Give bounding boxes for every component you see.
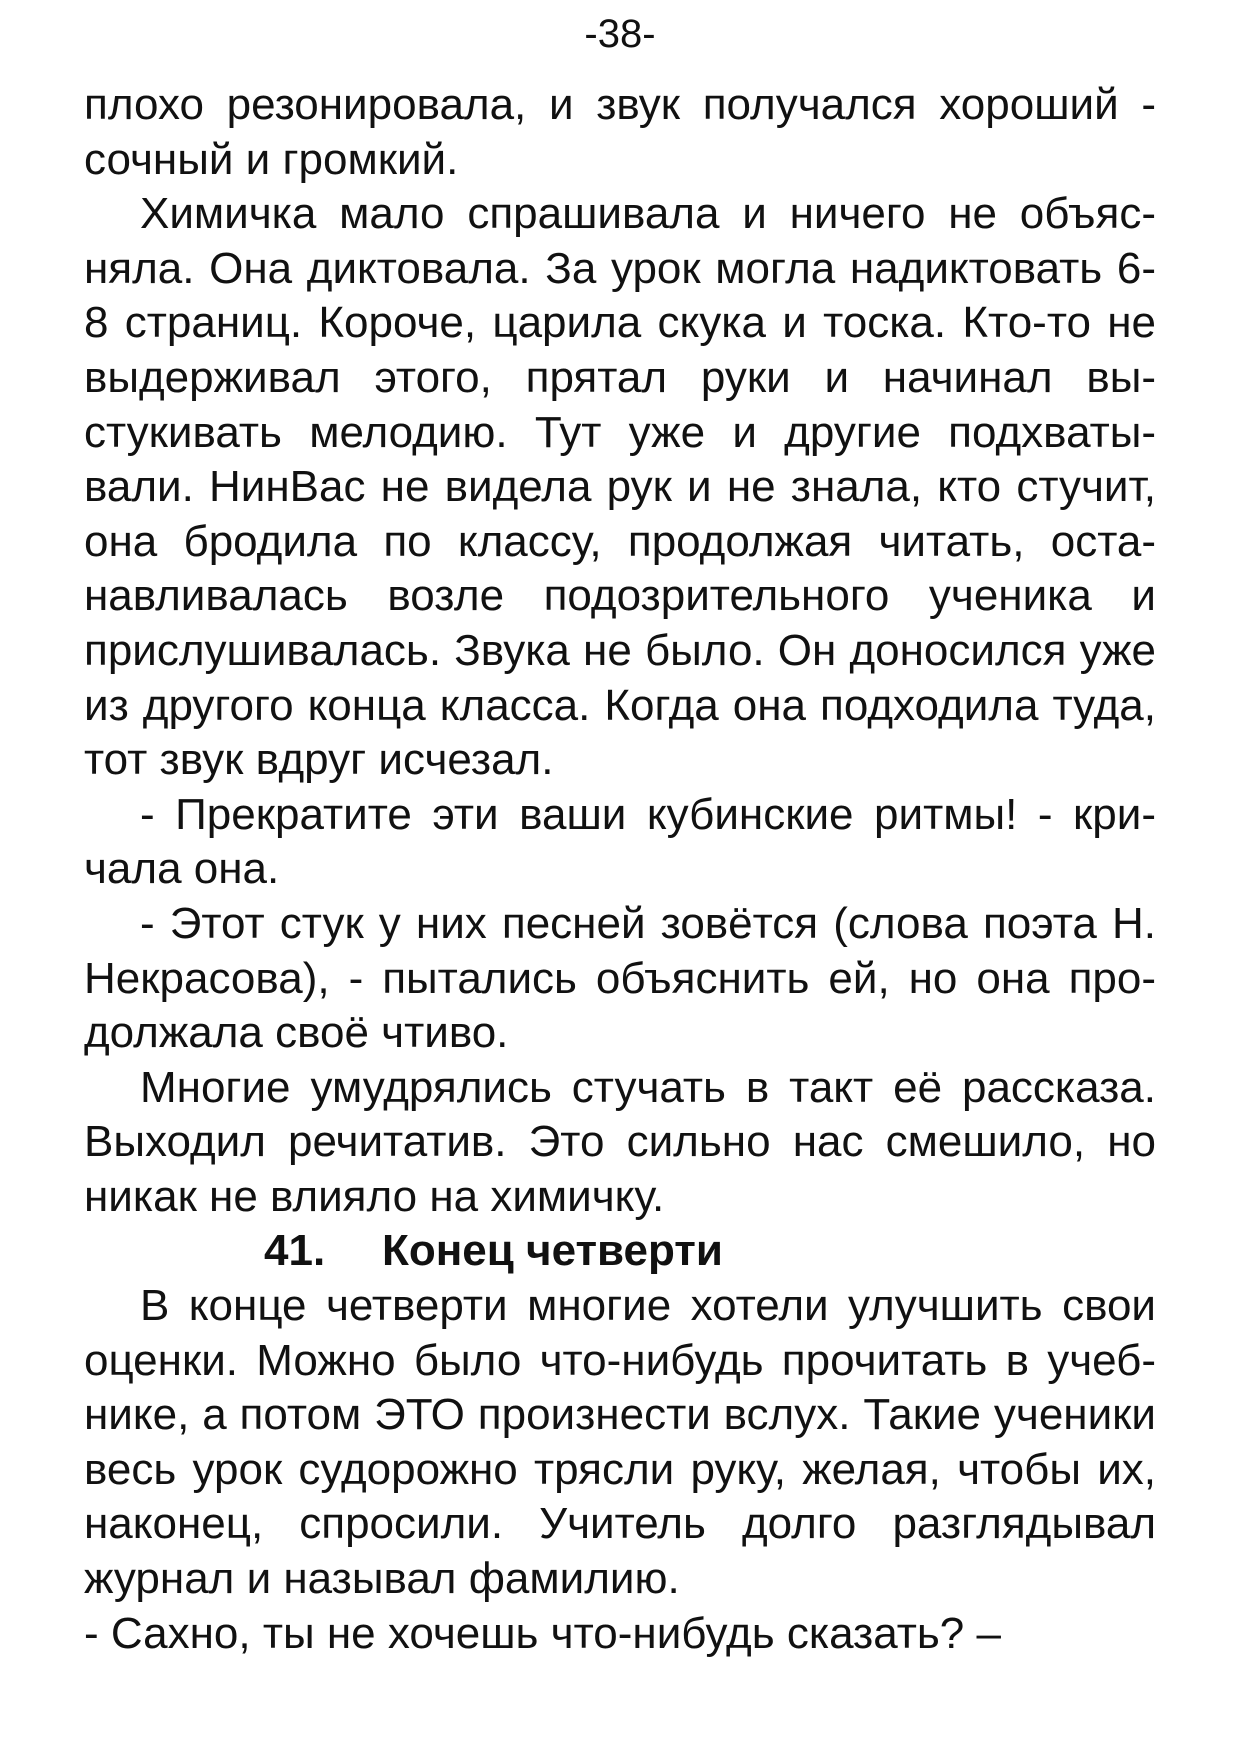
page-number: -38-	[584, 12, 656, 56]
paragraph: плохо резонировала, и звук получался хороший - сочный и громкий.	[84, 80, 1156, 184]
section-title: Конец четверти	[382, 1226, 723, 1276]
paragraph: Многие умудрялись стучать в такт её рассказа. Выходил речитатив. Это сильно нас смешило, но никак не влияло на химичку.	[84, 1062, 1156, 1221]
paragraph: - Сахно, ты не хочешь что-нибудь сказать? –	[84, 1608, 1001, 1658]
paragraph: - Этот стук у них песней зовётся (слова поэта Н. Некрасова), - пытались объяснить ей, но она продолжала своё чтиво.	[84, 898, 1156, 1058]
section-number: 41.	[264, 1226, 326, 1276]
paragraph: В конце четверти многие хотели улучшить свои оценки. Можно было что-нибудь прочитать в учебнике, а потом ЭТО произнести вслух. Такие ученики весь урок судорожно трясли руку, желая, чтобы их, наконец, спросили. Учитель долго разглядывал журнал и называл фамилию.	[84, 1281, 1156, 1604]
section-heading	[84, 1224, 1156, 1279]
paragraph: - Прекратите эти ваши кубинские ритмы! - кричала она.	[84, 789, 1156, 894]
paragraph: Химичка мало спрашивала и ничего не объясняла. Она диктовала. За урок могла надиктовать 6-8 страниц. Короче, царила скука и тоска. Кто-то не выдерживал этого, прятал руки и начинал выстукивать мелодию. Тут уже и другие подхватывали. НинВас не видела рук и не знала, кто стучит, она бродила по классу, продолжая читать, останавливалась возле подозрительного ученика и прислушивалась. Звука не было. Он доносился уже из другого конца класса. Когда она подходила туда, тот звук вдруг исчезал.	[84, 189, 1156, 785]
page-content	[84, 78, 1156, 1661]
